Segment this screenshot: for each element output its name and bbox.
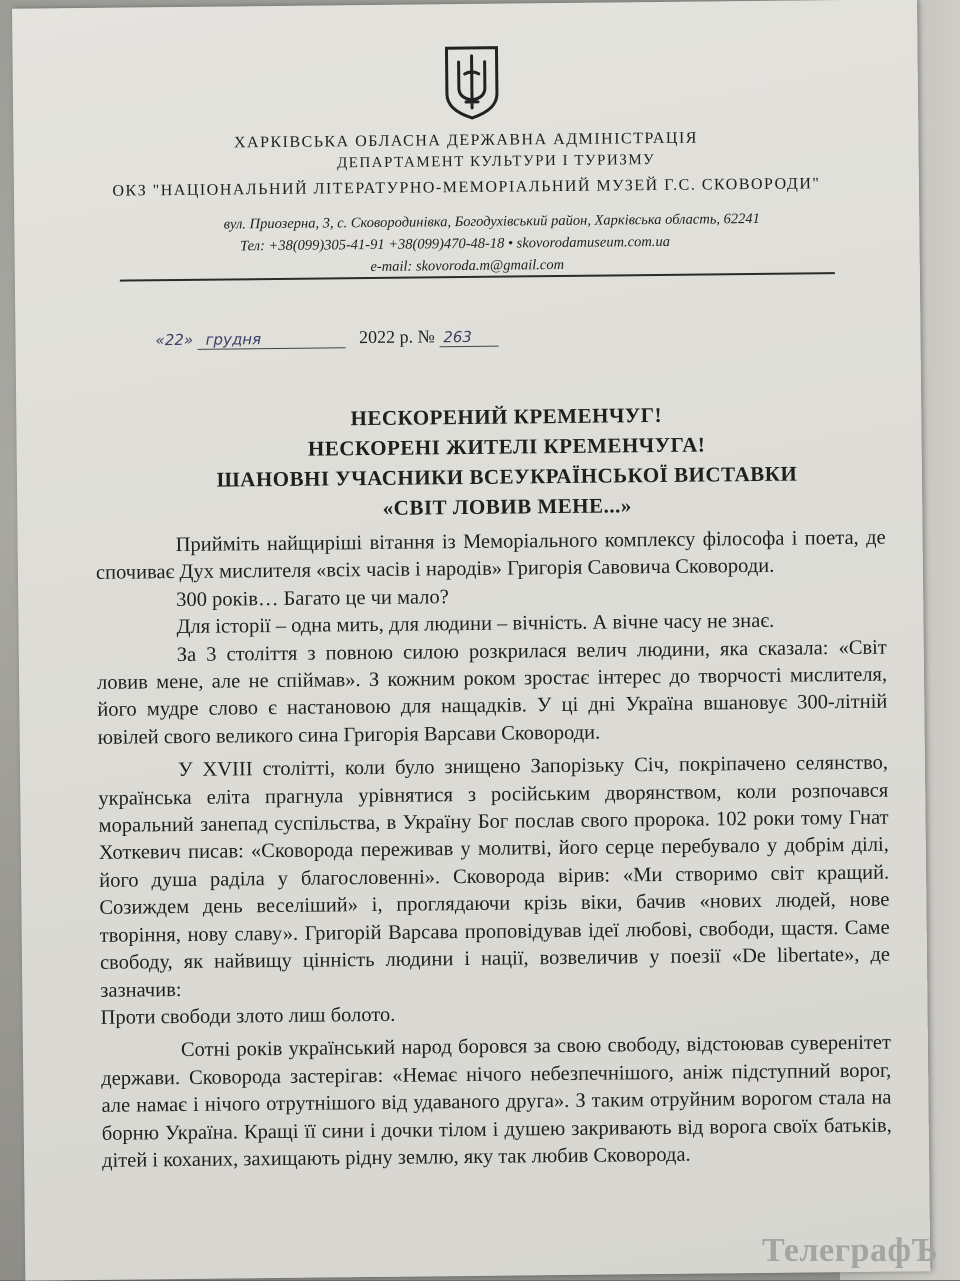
header-department: ДЕПАРТАМЕНТ КУЛЬТУРИ І ТУРИЗМУ — [336, 152, 656, 172]
paragraph-eternity: Для історії – одна мить, для людини – вічність. А вічне часу не знає. — [176, 610, 775, 639]
letter-title — [156, 398, 857, 525]
trident-coat-of-arms-icon — [442, 44, 501, 121]
paragraph-history: У XVIII столітті, коли було знищено Запорізьку Січ, покріпачено селянство, українська еліта прагнула урівнятися з російським дворянством, коли розпочався моральний занепад суспільства, в Україну Бог послав свого пророка. 102 роки тому Гнат Хоткевич писав: «Сковорода переживав у молитві, його серце перебувало у добрім ділі, його душа раділа у благословенні». Сковорода вірив: «Ми створимо світ кращий. Созиждем день веселіший» і, проглядаючи крізь віки, бачив «нових людей, нове творіння, нову славу». Григорій Варсава проповідував ідеї любові, свободи, щастя. Саме свободу, як найвищу цінність людини і нації, возвеличив у поезії «De libertate», де зазначив: — [98, 751, 891, 1002]
header-phones: Тел: +38(099)305-41-91 +38(099)470-48-18 • skovorodamuseum.com.ua — [240, 233, 671, 255]
date-year-label: 2022 р. № — [358, 326, 435, 348]
dateline — [155, 326, 498, 351]
header-administration: ХАРКІВСЬКА ОБЛАСНА ДЕРЖАВНА АДМІНІСТРАЦІЯ — [233, 129, 699, 152]
date-month: грудня — [198, 329, 346, 350]
date-day: «22» — [155, 330, 194, 350]
paragraph-greeting: Прийміть найщиріші вітання із Меморіального комплексу філософа і поета, де спочиває Дух мислителя «всіх часів і народів» Григорія Савовича Сковороди. — [95, 526, 886, 585]
letter-body — [96, 525, 893, 1176]
telegraf-watermark: ТелеграфЪ — [761, 1232, 938, 1269]
header-museum: ОКЗ "НАЦІОНАЛЬНИЙ ЛІТЕРАТУРНО-МЕМОРІАЛЬНИЙ МУЗЕЙ Г.С. СКОВОРОДИ" — [112, 175, 821, 200]
paragraph-centuries: За 3 століття з повною силою розкрилася велич людини, яка сказала: «Світ ловив мене, але не спіймав». З кожним роком зростає інтерес до творчості мислителя, його мудре слово є настановою для нащадків. У ці дні Україна вшановує 300-літній ювілей свого великого сина Григорія Варсави Сковороди. — [96, 636, 888, 749]
paragraph-quote: Проти свободи злото лиш болото. — [100, 1003, 396, 1029]
letter-page — [12, 0, 930, 1281]
title-line-1: НЕСКОРЕНИЙ КРЕМЕНЧУГ! — [350, 402, 663, 431]
document-number: 263 — [439, 328, 498, 348]
paragraph-300-years: 300 років… Багато це чи мало? — [176, 586, 449, 611]
header-email: e-mail: skovoroda.m@gmail.com — [370, 256, 565, 275]
title-line-2: НЕСКОРЕНІ ЖИТЕЛІ КРЕМЕНЧУГА! — [307, 432, 706, 461]
paragraph-struggle: Сотні років український народ боровся за свою свободу, відстоював суверенітет держави. Сковорода застерігав: «Немає нічого небезпечнішого, аніж підступний ворог, але намає і нічого отрутнішого від удаваного друга». З таким отруйним ворогом стала на борню Україна. Кращі її сини і дочки тілом і душею закривають від ворога своїх батьків, дітей і коханих, захищають рідну землю, яку так любив Сковорода. — [101, 1031, 892, 1172]
title-line-4: «СВІТ ЛОВИВ МЕНЕ...» — [382, 493, 632, 520]
title-line-3: ШАНОВНІ УЧАСНИКИ ВСЕУКРАЇНСЬКОЇ ВИСТАВКИ — [216, 461, 798, 492]
header-address: вул. Приозерна, 3, с. Сковородинівка, Богодухівський район, Харківська область, 62241 — [223, 210, 760, 233]
